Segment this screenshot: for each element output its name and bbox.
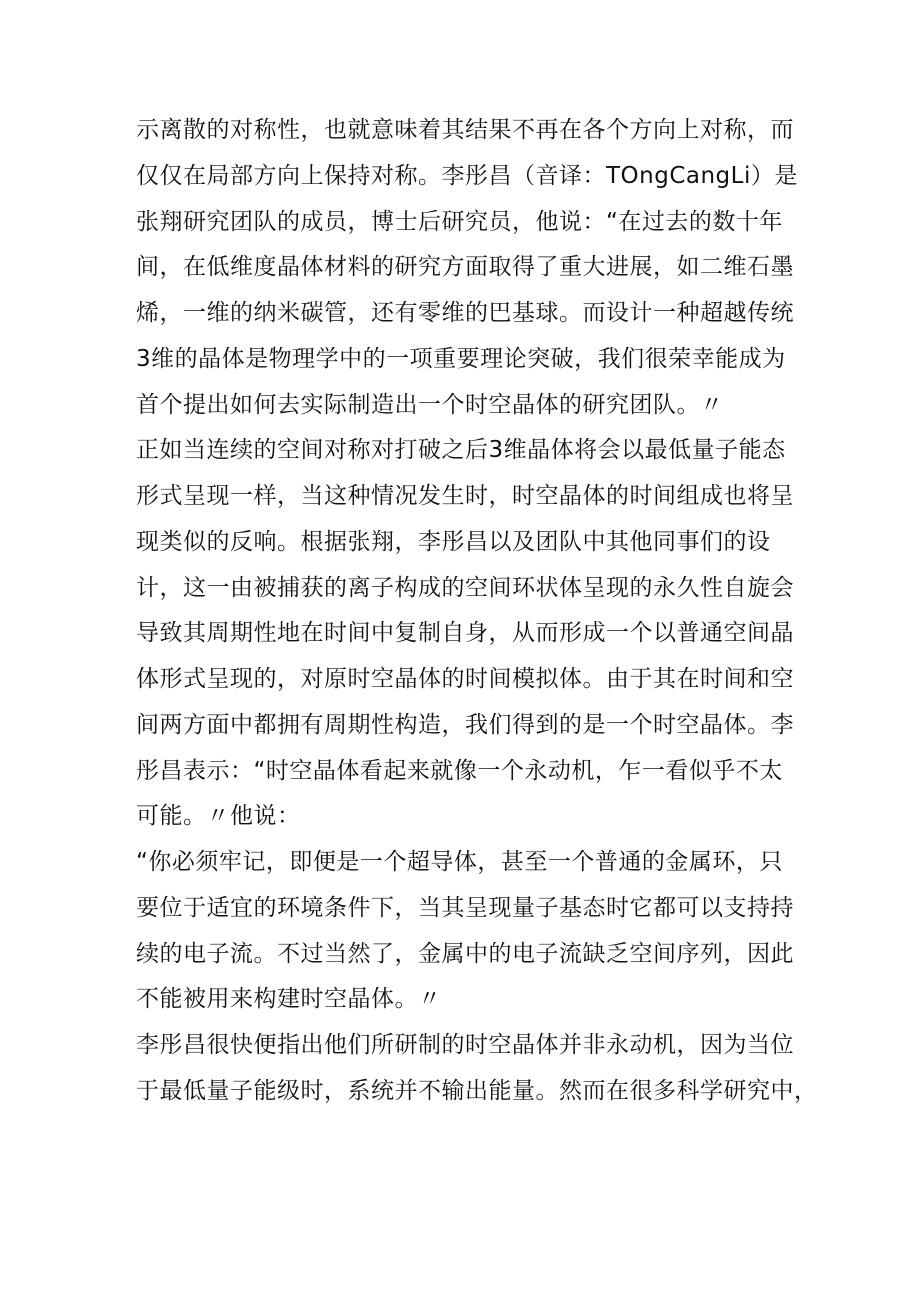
text-line: “你必须牢记，即便是一个超导体，甚至一个普通的金属环，只	[136, 849, 783, 875]
text-line: 仅仅在局部方向上保持对称。李彤昌（音译：TOngCangLi）是	[136, 162, 798, 189]
text-line: 不能被用来构建时空晶体。〃	[136, 986, 442, 1013]
text-line: 间两方面中都拥有周期性构造，我们得到的是一个时空晶体。李	[136, 711, 794, 738]
text-line: 形式呈现一样，当这种情况发生时，时空晶体的时间组成也将呈	[136, 483, 794, 509]
text-line: 体形式呈现的，对原时空晶体的时间模拟体。由于其在时间和空	[136, 666, 794, 692]
text-line: 可能。〃他说：	[136, 803, 301, 830]
text-line: 间，在低维度晶体材料的研究方面取得了重大进展，如二维石墨	[136, 254, 794, 281]
text-line: 烯，一维的纳米碳管，还有零维的巴基球。而设计一种超越传统	[136, 300, 794, 326]
text-line: 3维的晶体是物理学中的一项重要理论突破，我们很荣幸能成为	[136, 345, 786, 372]
text-line: 示离散的对称性，也就意味着其结果不再在各个方向上对称，而	[136, 117, 794, 143]
text-line: 张翔研究团队的成员，博士后研究员，他说：“在过去的数十年	[136, 208, 783, 235]
text-line: 于最低量子能级时，系统并不输出能量。然而在很多科学研究中，	[136, 1077, 818, 1104]
text-line: 正如当连续的空间对称对打破之后3维晶体将会以最低量子能态	[136, 437, 786, 464]
text-line: 现类似的反响。根据张翔，李彤昌以及团队中其他同事们的设	[136, 528, 771, 555]
text-line: 计，这一由被捕获的离子构成的空间环状体呈现的永久性自旋会	[136, 574, 794, 601]
text-line: 要位于适宜的环境条件下，当其呈现量子基态时它都可以支持持	[136, 894, 794, 921]
text-line: 彤昌表示：“时空晶体看起来就像一个永动机，乍一看似乎不太	[136, 757, 783, 784]
text-line: 李彤昌很快便指出他们所研制的时空晶体并非永动机，因为当位	[136, 1032, 794, 1058]
text-line: 首个提出如何去实际制造出一个时空晶体的研究团队。〃	[136, 391, 724, 418]
body-text	[136, 108, 818, 1115]
text-line: 导致其周期性地在时间中复制自身，从而形成一个以普通空间晶	[136, 620, 794, 647]
text-line: 续的电子流。不过当然了，金属中的电子流缺乏空间序列，因此	[136, 940, 794, 967]
